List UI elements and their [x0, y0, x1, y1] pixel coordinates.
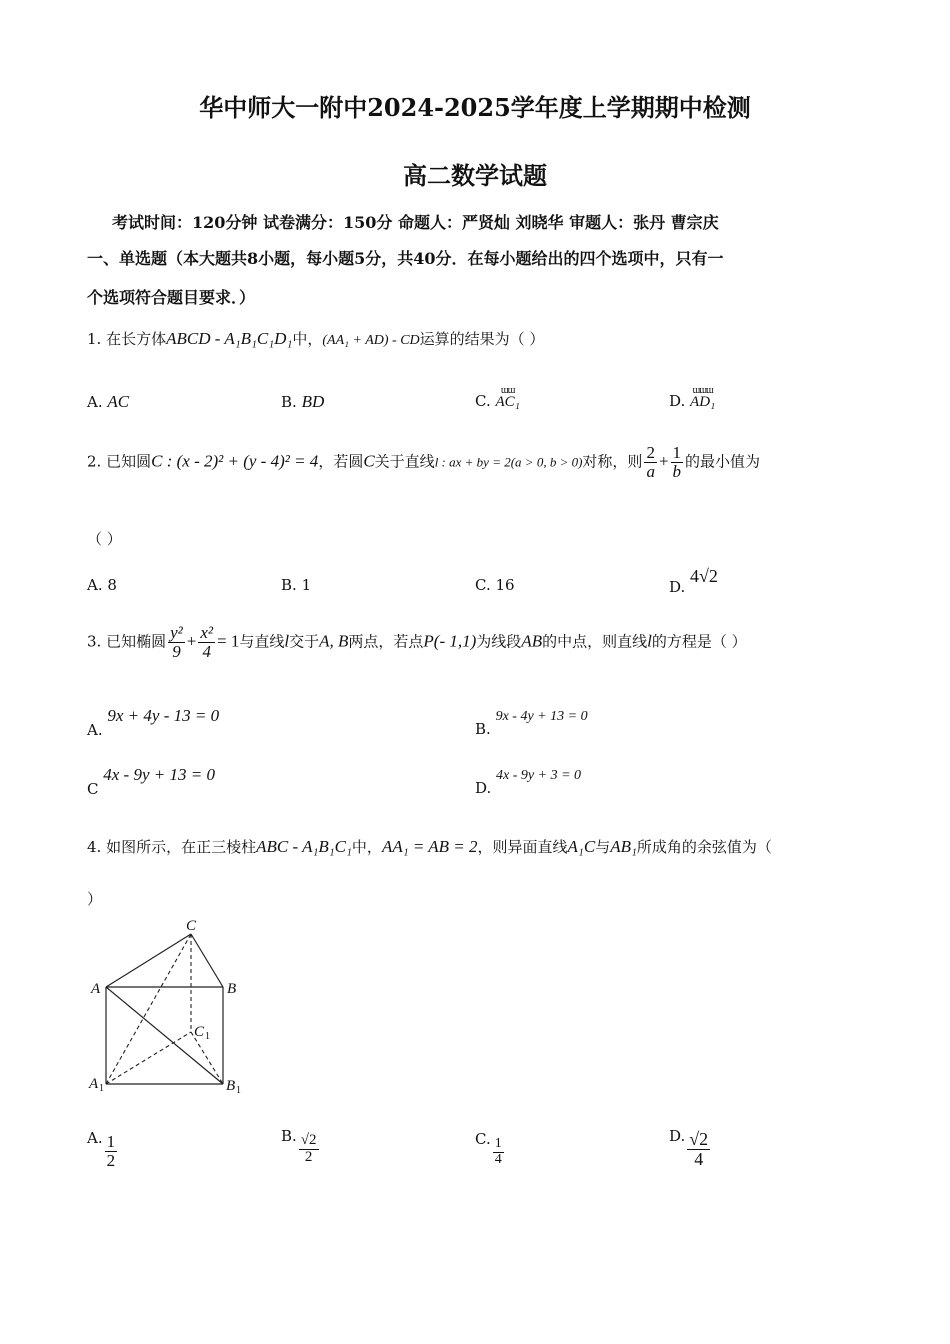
math-expression: (AA₁ + AD) - CD — [322, 333, 420, 348]
label-c: C — [186, 918, 197, 934]
option-d: D. 4x - 9y + 3 = 0 — [475, 768, 582, 797]
label-c1-sub: 1 — [205, 1031, 210, 1042]
edge-a1c1-hidden — [106, 1032, 191, 1084]
option-a: A. 8 — [87, 576, 117, 594]
label-b1: B — [226, 1078, 236, 1094]
option-value: BD — [301, 392, 325, 411]
label-a1: A — [89, 1076, 99, 1092]
math-expression: ABCD - A₁B₁C₁D₁ — [166, 329, 293, 348]
question-4: 4. 如图所示，在正三棱柱ABC - A₁B₁C₁中，AA₁ = AB = 2，则异面直线A₁C与AB₁所成角的余弦值为（ — [87, 837, 772, 856]
option-value: 1 — [301, 576, 312, 594]
question-1 — [87, 328, 544, 349]
option-a: A. $\frac{1}{2}$ — [87, 1129, 116, 1170]
option-a: A. AC — [87, 392, 130, 411]
exam-title: 华中师大一附中2024-2025学年度上学期期中检测 — [199, 93, 751, 122]
label-a1-sub: 1 — [99, 1083, 104, 1094]
question-number: 4. — [87, 838, 102, 856]
question-text: 在长方体 — [106, 330, 167, 348]
option-value: 4√2 — [690, 566, 718, 586]
option-value: 4x - 9y + 13 = 0 — [103, 765, 215, 784]
math-expression: ABC - A₁B₁C₁ — [256, 837, 352, 856]
option-value: 16 — [495, 576, 515, 594]
question-number: 2. — [87, 452, 102, 471]
label-b: B — [227, 981, 237, 997]
option-d: D. $\frac{√2}{4}$ — [669, 1127, 709, 1169]
option-value: AC₁ — [495, 394, 520, 410]
option-b: B. 9x - 4y + 13 = 0 — [475, 709, 588, 738]
option-value: 9x - 4y + 13 = 0 — [495, 709, 588, 724]
option-c: C. 16 — [475, 576, 515, 594]
option-b: B. BD — [281, 392, 325, 411]
edge-ac — [106, 934, 191, 987]
exam-subtitle: 高二数学试题 — [403, 161, 547, 190]
math-expression: C : (x - 2)² + (y - 4)² = 4 — [151, 451, 319, 471]
option-b: B. $\frac{√2}{2}$ — [281, 1127, 317, 1165]
label-a: A — [91, 981, 101, 997]
prism-figure — [85, 910, 265, 1100]
option-value: AD₁ — [690, 394, 716, 410]
option-d: D. ɯɯɯ AD₁ — [669, 385, 716, 410]
section-heading-line1: 一、单选题（本大题共8小题，每小题5分，共40分．在每小题给出的四个选项中，只有一 — [87, 249, 724, 268]
section-heading-line2: 个选项符合题目要求．） — [87, 288, 256, 307]
label-c1: C — [194, 1024, 205, 1040]
answer-paren: （ ） — [87, 530, 122, 548]
exam-info: 考试时间：120分钟 试卷满分：150分 命题人：严贤灿 刘晓华 审题人：张丹 曹宗庆 — [112, 213, 719, 232]
label-b1-sub: 1 — [236, 1085, 241, 1096]
option-value: 4x - 9y + 3 = 0 — [496, 768, 582, 783]
question-3: 3. 已知椭圆 $\frac{\text{y²}}{9}$ + $\frac{\text{x²}}{4}$ = 1与直线l交于A, B两点，若点P(- 1,1)为线段AB的中点，则直线l的方程是（ ） — [87, 623, 747, 661]
question-number: 3. — [87, 632, 102, 651]
segment-a1c-hidden — [106, 934, 191, 1084]
option-a: A. 9x + 4y - 13 = 0 — [87, 706, 220, 739]
option-value: AC — [107, 392, 130, 411]
option-c: C. $\frac{1}{4}$ — [475, 1130, 502, 1167]
option-value: 9x + 4y - 13 = 0 — [107, 706, 220, 725]
question-2: 2. 已知圆C : (x - 2)² + (y - 4)² = 4，若圆C关于直线l : ax + by = 2(a > 0, b > 0)对称，则 $\frac{2}{a}$ + $\frac{1}{b}$ 的最小值为 — [87, 443, 761, 481]
option-b: B. 1 — [281, 576, 312, 594]
question-text: 中， — [292, 330, 323, 348]
question-text: 运算的结果为（ ） — [419, 330, 545, 348]
question-number: 1. — [87, 330, 102, 348]
close-paren: ） — [87, 890, 103, 908]
math-expression: l : ax + by = 2(a > 0, b > 0) — [434, 454, 583, 470]
option-c: C 4x - 9y + 13 = 0 — [87, 765, 215, 798]
math-expression: AA₁ = AB = 2 — [381, 837, 478, 856]
option-value: 8 — [107, 576, 117, 594]
edge-cb — [191, 934, 223, 987]
option-d: D. 4√2 — [669, 566, 718, 596]
option-c: C. ɯɯ AC₁ — [475, 385, 520, 410]
